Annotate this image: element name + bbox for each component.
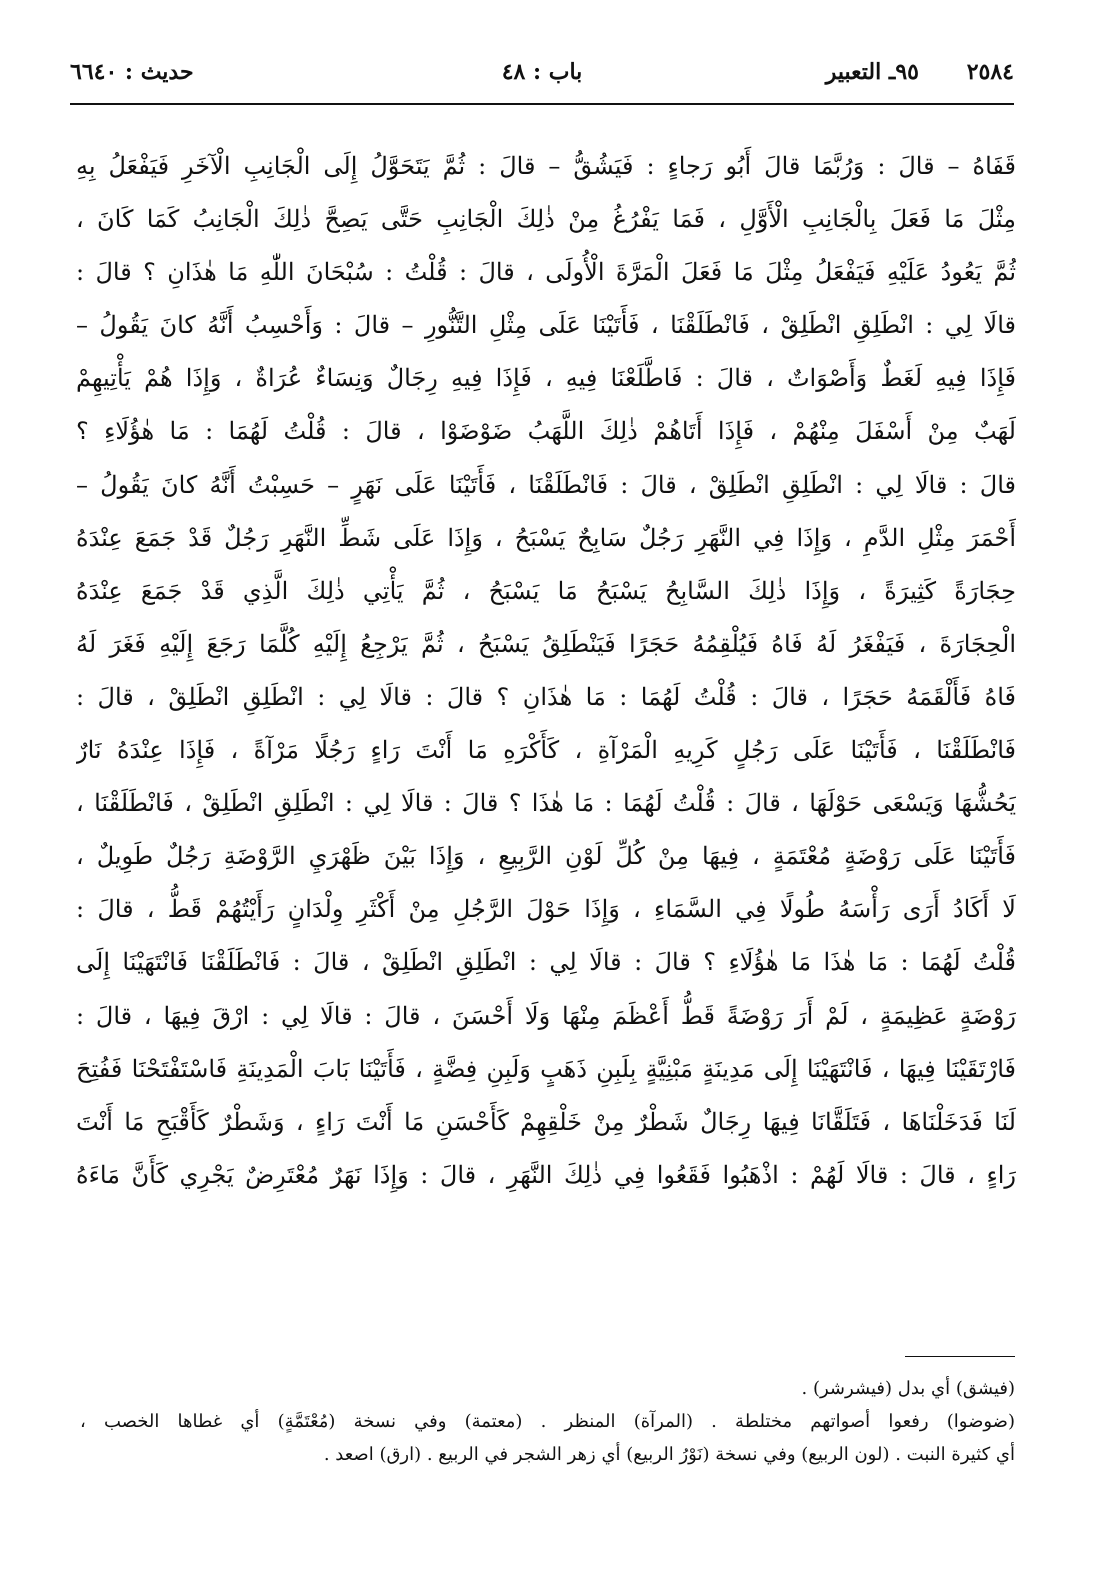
text-line: الْحِجَارَةَ ، فَيَفْغَرُ لَهُ فَاهُ فَيُلْقِمُهُ حَجَرًا فَيَنْطَلِقُ يَسْبَحُ ، ثُمَّ يَرْجِعُ إِلَيْهِ كُلَّمَا رَجَعَ إِلَيْهِ فَغَرَ لَهُ xyxy=(76,629,1016,658)
text-line: مِثْلَ مَا فَعَلَ بِالْجَانِبِ الْأَوَّلِ ، فَمَا يَفْرُغُ مِنْ ذٰلِكَ الْجَانِبِ حَتَّى يَصِحَّ ذٰلِكَ الْجَانِبُ كَمَا كَانَ ، xyxy=(76,205,1016,234)
text-line: قالَا لِي : انْطَلِقِ انْطَلِقْ ، فَانْطَلَقْنَا ، فَأَتَيْنَا عَلَى مِثْلِ التَّنُّورِ – قالَ : وَأَحْسِبُ أَنَّهُ كانَ يَقُولُ – xyxy=(76,311,1016,340)
text-line: لَهَبٌ مِنْ أَسْفَلَ مِنْهُمْ ، فَإِذَا أَتَاهُمْ ذٰلِكَ اللَّهَبُ ضَوْضَوْا ، قالَ : قُلْتُ لَهُمَا : مَا هٰؤُلَاءِ ؟ xyxy=(76,417,1016,446)
hadith-text xyxy=(76,140,1016,1202)
chapter-title: ٩٥ـ التعبير xyxy=(825,59,919,85)
text-line: ثُمَّ يَعُودُ عَلَيْهِ فَيَفْعَلُ مِثْلَ مَا فَعَلَ الْمَرَّةَ الْأُولَى ، قالَ : قُلْتُ : سُبْحَانَ اللّٰهِ مَا هٰذَانِ ؟ قالَ : xyxy=(76,258,1016,287)
text-line: فَأَتَيْنَا عَلَى رَوْضَةٍ مُعْتَمَةٍ ، فِيهَا مِنْ كُلِّ لَوْنِ الرَّبِيعِ ، وَإِذَا بَيْنَ ظَهْرَيِ الرَّوْضَةِ رَجُلٌ طَوِيلٌ ، xyxy=(76,842,1016,871)
hadith-number: حديث : ٦٦٤٠ xyxy=(70,59,194,85)
footnote-line: (ضوضوا) رفعوا أصواتهم مختلطة . (المرآة) المنظر . (معتمة) وفي نسخة (مُعْتَمَّةٍ) أي غطاها الخصب ، xyxy=(80,1411,1015,1432)
text-line: قالَ : قالَا لِي : انْطَلِقِ انْطَلِقْ ، قالَ : فَانْطَلَقْنَا ، فَأَتَيْنَا عَلَى نَهَرٍ – حَسِبْتُ أَنَّهُ كانَ يَقُولُ – xyxy=(76,470,1016,499)
footnotes xyxy=(80,1372,1015,1471)
text-line: يَحُشُّهَا وَيَسْعَى حَوْلَهَا ، قالَ : قُلْتُ لَهُمَا : مَا هٰذَا ؟ قالَ : قالَا لِي : انْطَلِقِ انْطَلِقْ ، فَانْطَلَقْنَا ، xyxy=(76,789,1016,818)
footnote-line: أي كثيرة النبت . (لون الربيع) وفي نسخة (نَوْرُ الربيع) أي زهر الشجر في الربيع . (ارق) اصعد . xyxy=(323,1444,1015,1465)
text-line: أَحْمَرَ مِثْلِ الدَّمِ ، وَإِذَا فِي النَّهَرِ رَجُلٌ سَابِحٌ يَسْبَحُ ، وَإِذَا عَلَى شَطِّ النَّهَرِ رَجُلٌ قَدْ جَمَعَ عِنْدَهُ xyxy=(76,523,1016,552)
footnote-divider xyxy=(905,1356,1015,1357)
text-line: فَاهُ فَأَلْقَمَهُ حَجَرًا ، قالَ : قُلْتُ لَهُمَا : مَا هٰذَانِ ؟ قالَ : قالَا لِي : انْطَلِقِ انْطَلِقْ ، قالَ : xyxy=(76,682,1016,711)
page-number: ٢٥٨٤ xyxy=(966,59,1014,85)
text-line: فَانْطَلَقْنَا ، فَأَتَيْنَا عَلَى رَجُلٍ كَرِيهِ الْمَرْآةِ ، كَأَكْرَهِ مَا أَنْتَ رَاءٍ رَجُلًا مَرْآةً ، فَإِذَا عِنْدَهُ نَارٌ xyxy=(76,736,1016,765)
text-line: رَوْضَةٍ عَظِيمَةٍ ، لَمْ أَرَ رَوْضَةً قَطُّ أَعْظَمَ مِنْهَا وَلَا أَحْسَنَ ، قالَ : قالَا لِي : ارْقَ فِيهَا ، قالَ : xyxy=(76,1001,1016,1030)
text-line: رَاءٍ ، قالَ : قالَا لَهُمْ : اذْهَبُوا فَقَعُوا فِي ذٰلِكَ النَّهَرِ ، قالَ : وَإِذَا نَهَرٌ مُعْتَرِضٌ يَجْرِي كَأَنَّ مَاءَهُ xyxy=(76,1160,1016,1189)
bab-label: باب : ٤٨ xyxy=(501,59,583,85)
text-line: قَفَاهُ – قالَ : وَرُبَّمَا قالَ أَبُو رَجاءٍ : فَيَشُقُّ – قالَ : ثُمَّ يَتَحَوَّلُ إِلَى الْجَانِبِ الْآخَرِ فَيَفْعَلُ بِهِ xyxy=(76,152,1016,180)
text-line: فَارْتَقَيْنَا فِيهَا ، فَانْتَهَيْنَا إِلَى مَدِينَةٍ مَبْنِيَّةٍ بِلَبِنِ ذَهَبٍ وَلَبِنِ فِضَّةٍ ، فَأَتَيْنَا بَابَ الْمَدِينَةِ فَاسْتَفْتَحْنَا فَفُتِحَ xyxy=(76,1054,1016,1083)
text-line: حِجَارَةً كَثِيرَةً ، وَإِذَا ذٰلِكَ السَّابِحُ يَسْبَحُ مَا يَسْبَحُ ، ثُمَّ يَأْتِي ذٰلِكَ الَّذِي قَدْ جَمَعَ عِنْدَهُ xyxy=(76,576,1016,605)
header-divider xyxy=(70,103,1014,105)
text-line: فَإِذَا فِيهِ لَغَطٌ وَأَصْوَاتٌ ، قالَ : فَاطَّلَعْنَا فِيهِ ، فَإِذَا فِيهِ رِجَالٌ وَنِسَاءٌ عُرَاةٌ ، وَإِذَا هُمْ يَأْتِيهِمْ xyxy=(76,364,1016,393)
footnote-line: (فيشق) أي بدل (فيشرشر) . xyxy=(801,1378,1015,1399)
text-line: لَا أَكَادُ أَرَى رَأْسَهُ طُولًا فِي السَّمَاءِ ، وَإِذَا حَوْلَ الرَّجُلِ مِنْ أَكْثَرِ وِلْدَانٍ رَأَيْتُهُمْ قَطُّ ، قالَ : xyxy=(76,895,1016,924)
page-header xyxy=(70,52,1014,92)
text-line: لَنَا فَدَخَلْنَاهَا ، فَتَلَقَّانَا فِيهَا رِجَالٌ شَطْرٌ مِنْ خَلْقِهِمْ كَأَحْسَنِ مَا أَنْتَ رَاءٍ ، وَشَطْرٌ كَأَقْبَحِ مَا أَنْتَ xyxy=(76,1107,1016,1136)
text-line: قُلْتُ لَهُمَا : مَا هٰذَا مَا هٰؤُلَاءِ ؟ قالَ : قالَا لِي : انْطَلِقِ انْطَلِقْ ، قالَ : فَانْطَلَقْنَا فَانْتَهَيْنَا إِلَى xyxy=(76,948,1016,977)
